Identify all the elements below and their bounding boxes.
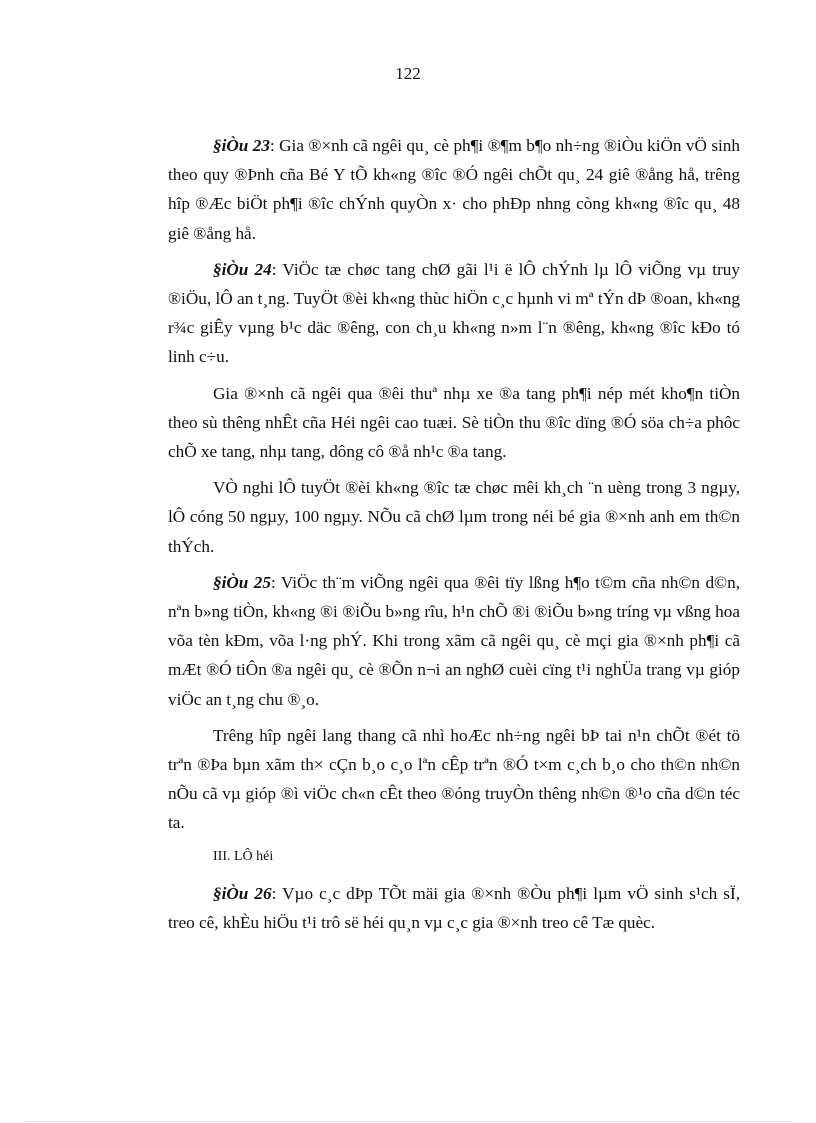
paragraph-text: VÒ nghi lÔ tuyÖt ®èi kh«ng ®îc tæ chøc mêi kh¸ch ¨n uèng trong 3 ngµy, lÔ cóng 50 ngµy, 100 ngµy. NÕu cã chØ lµm trong néi bé gia ®×nh anh em th©n thÝch. <box>168 478 740 556</box>
homeless-case-paragraph <box>168 721 740 838</box>
paragraph-text: : ViÖc tæ chøc tang chØ gãi l¹i ë lÔ chÝnh lµ lÔ viÕng vµ truy ®iÖu, lÔ an t¸ng. TuyÖt ®èi kh«ng thùc hiÖn c¸c hµnh vi mª tÝn dÞ ®oan, kh«ng r¾c giÊy vµng b¹c däc ®êng, con ch¸u kh«ng n»m l¨n ®êng, kh«ng ®îc kÐo tó linh c÷u. <box>168 259 740 367</box>
paragraph-text: : ViÖc th¨m viÕng ngêi qua ®êi tïy lßng h¶o t©m cña nh©n d©n, nªn b»ng tiÒn, kh«ng ®i ®iÕu b»ng rîu, h¹n chÕ ®i ®iÕu b»ng tríng vµ vßng hoa võa tèn kÐm, võa l·ng phÝ. Khi trong xãm cã ngêi qu¸ cè mçi gia ®×nh ph¶i cã mÆt ®Ó tiÔn ®a ngêi qu¸ cè ®Õn n¬i an nghØ cuèi cïng t¹i nghÜa trang vµ gióp viÖc an t¸ng chu ®¸o. <box>168 572 740 709</box>
ritual-paragraph <box>168 473 740 561</box>
page-number: 122 <box>395 64 421 83</box>
paragraph-text: Gia ®×nh cã ngêi qua ®êi thuª nhµ xe ®a tang ph¶i nép mét kho¶n tiÒn theo sù thêng nhÊt cña Héi ngêi cao tuæi. Sè tiÒn thu ®îc dïng ®Ó söa ch÷a phôc chÕ xe tang, nhµ tang, dông cô ®å nh¹c ®a tang. <box>168 383 740 462</box>
article-23-paragraph <box>168 131 740 248</box>
section-heading: III. LÔ héi <box>213 848 274 864</box>
article-label: §iÒu 24 <box>213 259 272 279</box>
page-bottom-divider <box>24 1121 792 1122</box>
document-body <box>168 131 740 944</box>
article-25-paragraph <box>168 568 740 714</box>
paragraph-text: Trêng hîp ngêi lang thang cã nhì hoÆc nh÷ng ngêi bÞ tai n¹n chÕt ®ét tö trªn ®Þa bµn xãm th× cÇn b¸o c¸o lªn cÊp trªn ®Ó t×m c¸ch b¸o cho th©n nh©n nÕu cã vµ gióp ®ì viÖc ch«n cÊt theo ®óng truyÒn thêng nh©n ®¹o cña d©n téc ta. <box>168 725 740 833</box>
article-24-paragraph <box>168 255 740 372</box>
article-label: §iÒu 26 <box>213 883 272 903</box>
article-26-paragraph <box>168 879 740 937</box>
article-label: §iÒu 23 <box>213 136 270 155</box>
article-label: §iÒu 25 <box>213 572 271 592</box>
paragraph-text: : Gia ®×nh cã ngêi qu¸ cè ph¶i ®¶m b¶o nh÷ng ®iÒu kiÖn vÖ sinh theo quy ®Þnh cña Bé Y tÕ kh«ng ®îc ®Ó ngêi chÕt qu¸ 24 giê ®ång hå, trêng hîp ®Æc biÖt ph¶i ®îc chÝnh quyÒn x· cho phÐp nhng còng kh«ng ®îc qu¸ 48 giê ®ång hå. <box>168 136 740 243</box>
paragraph-text: : Vµo c¸c dÞp TÕt mäi gia ®×nh ®Òu ph¶i lµm vÖ sinh s¹ch sÏ, treo cê, khÈu hiÖu t¹i trô së héi qu¸n vµ c¸c gia ®×nh treo cê Tæ quèc. <box>168 883 740 932</box>
hearse-fee-paragraph <box>168 379 740 467</box>
